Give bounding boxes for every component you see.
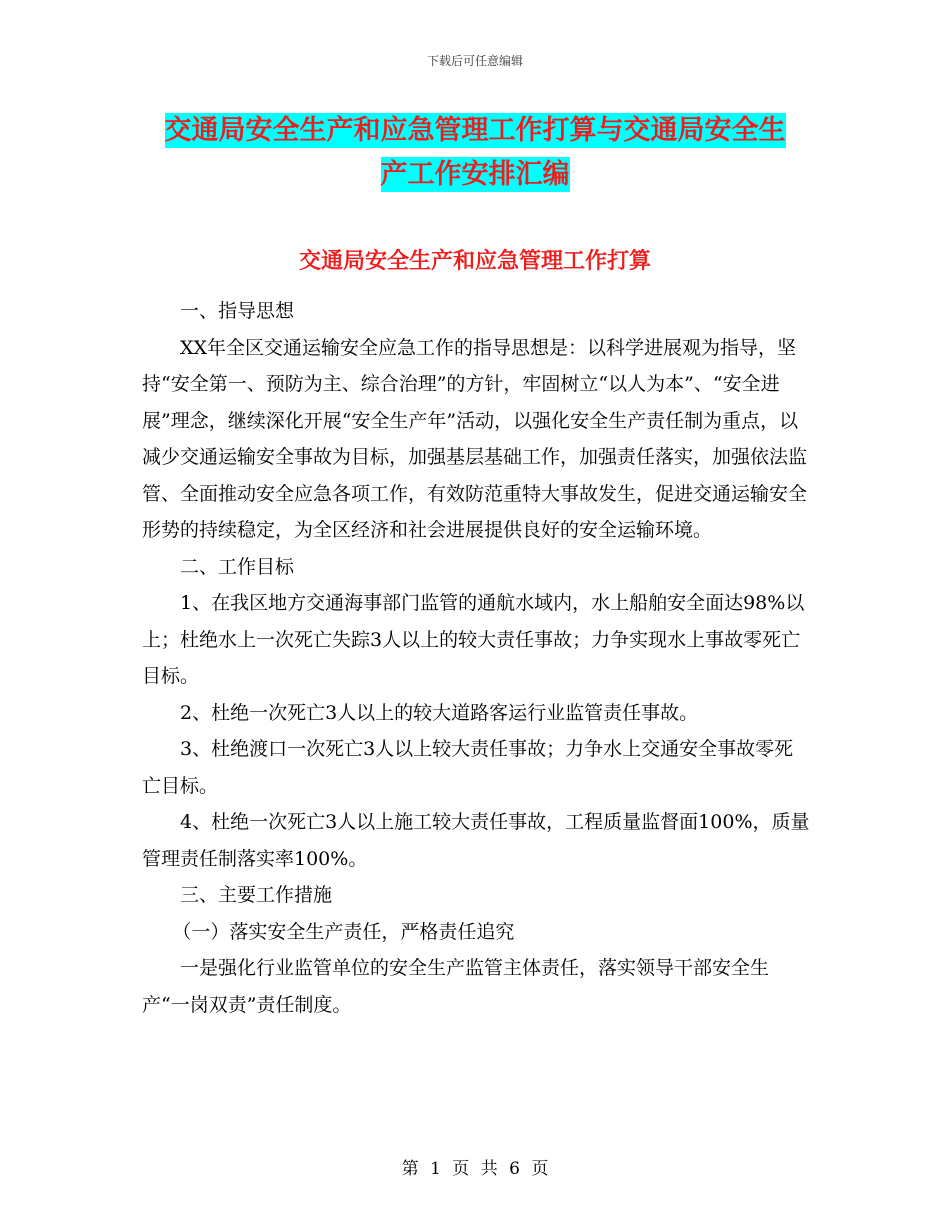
paragraph-responsibility: 一是强化行业监管单位的安全生产监管主体责任，落实领导干部安全生产“一岗双责”责任制度。: [142, 957, 770, 1016]
document-title-line-2: 产工作安排汇编: [380, 159, 570, 190]
document-title-line-1: 交通局安全生产和应急管理工作打算与交通局安全生: [164, 115, 786, 146]
paragraph-goal-2: 2、杜绝一次死亡3人以上的较大道路客运行业监管责任事故。: [180, 701, 699, 724]
subheading-responsibility: （一）落实安全生产责任，严格责任追究: [172, 920, 515, 943]
heading-main-measures: 三、主要工作措施: [180, 884, 333, 906]
paragraph-goal-4: 4、杜绝一次死亡3人以上施工较大责任事故，工程质量监督面100%，质量管理责任制落实率100%。: [142, 811, 810, 870]
paragraph-goal-1: 1、在我区地方交通海事部门监管的通航水域内，水上船舶安全面达98%以上；杜绝水上一次死亡失踪3人以上的较大责任事故；力争实现水上事故零死亡目标。: [142, 592, 805, 687]
heading-work-goals: 二、工作目标: [180, 555, 295, 578]
paragraph-guiding-thought: XX年全区交通运输安全应急工作的指导思想是：以科学进展观为指导，坚持“安全第一、预防为主、综合治理”的方针，牢固树立“以人为本”、“安全进展”理念，继续深化开展“安全生产年”活动，以强化安全生产责任制为重点，以减少交通运输安全事故为目标，加强基层基础工作，加强责任落实，加强依法监管、全面推动安全应急各项工作，有效防范重特大事故发生，促进交通运输安全形势的持续稳定，为全区经济和社会进展提供良好的安全运输环境。: [142, 336, 808, 541]
document-body: [142, 293, 810, 1023]
page-header-note: 下载后可任意编辑: [426, 54, 523, 68]
page-number: 第 1 页 共 6 页: [401, 1159, 549, 1179]
heading-guiding-thought: 一、指导思想: [180, 300, 295, 322]
section-title: 交通局安全生产和应急管理工作打算: [298, 249, 651, 274]
paragraph-goal-3: 3、杜绝渡口一次死亡3人以上较大责任事故；力争水上交通安全事故零死亡目标。: [142, 738, 794, 797]
